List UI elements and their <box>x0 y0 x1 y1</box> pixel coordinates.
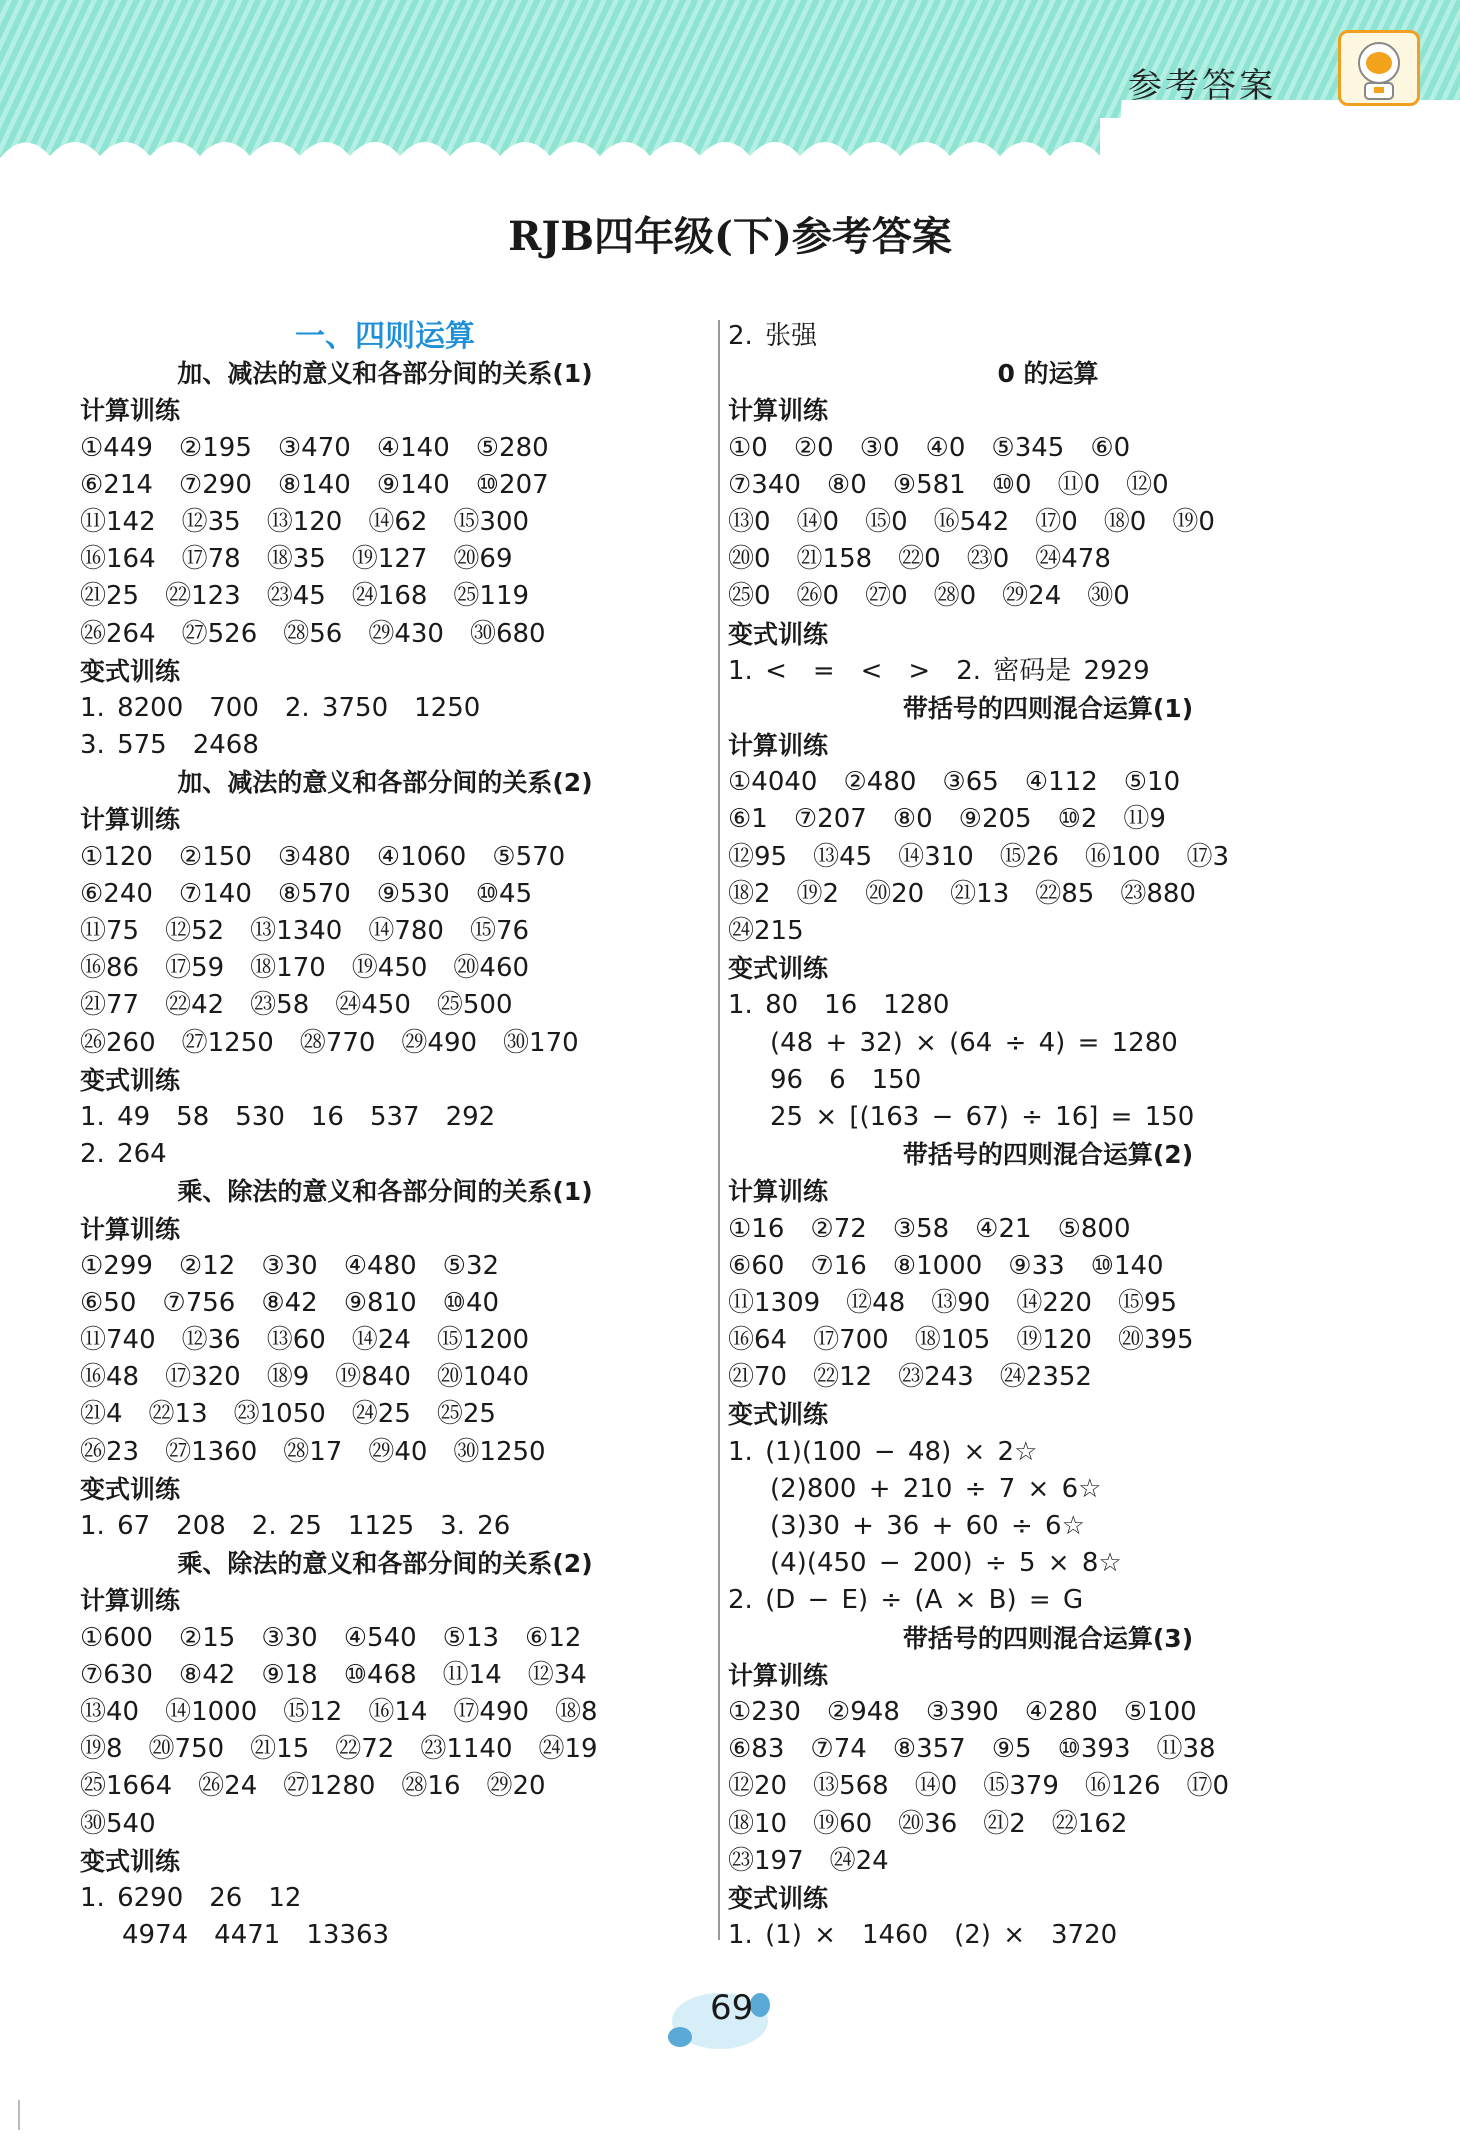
exercise-label: 计算训练 <box>728 1660 829 1690</box>
answer-line: ㉓197 ㉔24 <box>728 1845 889 1876</box>
exercise-label: 计算训练 <box>80 1214 181 1244</box>
header-label-background <box>1118 100 1460 162</box>
answer-line: ⑥214 ⑦290 ⑧140 ⑨140 ⑩207 <box>80 469 549 500</box>
answer-line: ⑥83 ⑦74 ⑧357 ⑨5 ⑩393 ⑪38 <box>728 1734 1216 1765</box>
answer-line: ⑬0 ⑭0 ⑮0 ⑯542 ⑰0 ⑱0 ⑲0 <box>728 506 1215 537</box>
exercise-label: 变式训练 <box>728 954 829 984</box>
answer-line: 2. 264 <box>80 1139 167 1170</box>
answer-line: ⑯164 ⑰78 ⑱35 ⑲127 ⑳69 <box>80 544 513 575</box>
answer-line: ㉖23 ㉗1360 ㉘17 ㉙40 ㉚1250 <box>80 1436 546 1467</box>
answer-line: ⑫20 ⑬568 ⑭0 ⑮379 ⑯126 ⑰0 <box>728 1771 1230 1802</box>
answer-line: ⑱10 ⑲60 ⑳36 ㉑2 ㉒162 <box>728 1808 1128 1839</box>
exercise-label: 变式训练 <box>80 656 181 686</box>
answer-line: 1. 67 208 2. 25 1125 3. 26 <box>80 1511 511 1541</box>
answer-line: ㉚540 <box>80 1808 156 1839</box>
answer-line: ㉖260 ㉗1250 ㉘770 ㉙490 ㉚170 <box>80 1027 579 1058</box>
answer-line: ①16 ②72 ③58 ④21 ⑤800 <box>728 1213 1131 1244</box>
answer-line: (48 + 32) × (64 ÷ 4) = 1280 <box>770 1027 1178 1058</box>
section-heading: 带括号的四则混合运算(2) <box>902 1140 1194 1170</box>
answer-line: ⑥50 ⑦756 ⑧42 ⑨810 ⑩40 <box>80 1287 500 1318</box>
answer-line: ⑬40 ⑭1000 ⑮12 ⑯14 ⑰490 ⑱8 <box>80 1696 598 1727</box>
answer-line: 2. (D − E) ÷ (A × B) = G <box>728 1585 1084 1616</box>
answer-line: 1. (1) × 1460 (2) × 3720 <box>728 1920 1118 1951</box>
exercise-label: 变式训练 <box>80 1846 181 1876</box>
page-title: RJB四年级(下)参考答案 <box>508 213 952 260</box>
answer-line: 4974 4471 13363 <box>122 1920 390 1951</box>
margin-mark <box>18 2100 20 2130</box>
exercise-label: 变式训练 <box>80 1065 181 1095</box>
exercise-label: 计算训练 <box>80 396 181 426</box>
answer-line: ①120 ②150 ③480 ④1060 ⑤570 <box>80 841 566 872</box>
answer-line: (4)(450 − 200) ÷ 5 × 8☆ <box>770 1548 1122 1579</box>
answer-line: ⑪142 ⑫35 ⑬120 ⑭62 ⑮300 <box>80 506 530 537</box>
column-divider <box>718 320 720 1940</box>
chapter-heading: 一、四则运算 <box>295 319 475 354</box>
answer-line: 2. 张强 <box>728 321 818 351</box>
answer-line: 1. < = < > 2. 密码是 2929 <box>728 655 1150 686</box>
answer-line: ⑥60 ⑦16 ⑧1000 ⑨33 ⑩140 <box>728 1250 1164 1281</box>
answer-line: ①449 ②195 ③470 ④140 ⑤280 <box>80 432 549 463</box>
answer-line: ⑲8 ⑳750 ㉑15 ㉒72 ㉓1140 ㉔19 <box>80 1734 598 1765</box>
answer-line: ①230 ②948 ③390 ④280 ⑤100 <box>728 1696 1197 1727</box>
section-heading: 加、减法的意义和各部分间的关系(1) <box>177 359 593 389</box>
exercise-label: 计算训练 <box>728 396 829 426</box>
answer-line: ①299 ②12 ③30 ④480 ⑤32 <box>80 1250 500 1281</box>
answer-line: ㉕0 ㉖0 ㉗0 ㉘0 ㉙24 ㉚0 <box>728 581 1130 612</box>
answer-line: ⑳0 ㉑158 ㉒0 ㉓0 ㉔478 <box>728 544 1111 575</box>
exercise-label: 变式训练 <box>728 1400 829 1430</box>
answer-line: ①4040 ②480 ③65 ④112 ⑤10 <box>728 767 1181 798</box>
answer-line: (3)30 + 36 + 60 ÷ 6☆ <box>770 1511 1085 1541</box>
answer-line: 1. 6290 26 12 <box>80 1882 302 1913</box>
astronaut-icon <box>1338 30 1420 106</box>
page-number: 69 <box>710 1988 754 2028</box>
answer-line: ⑪75 ⑫52 ⑬1340 ⑭780 ⑮76 <box>80 916 530 946</box>
answer-line: ⑥240 ⑦140 ⑧570 ⑨530 ⑩45 <box>80 878 533 909</box>
section-heading: 0 的运算 <box>997 359 1099 389</box>
answer-line: ⑥1 ⑦207 ⑧0 ⑨205 ⑩2 ⑪9 <box>728 804 1166 835</box>
answer-line: ①0 ②0 ③0 ④0 ⑤345 ⑥0 <box>728 432 1131 463</box>
answer-line: ㉑70 ㉒12 ㉓243 ㉔2352 <box>728 1362 1092 1393</box>
exercise-label: 计算训练 <box>80 1586 181 1616</box>
exercise-label: 变式训练 <box>728 1883 829 1913</box>
answer-line: ㉑25 ㉒123 ㉓45 ㉔168 ㉕119 <box>80 581 530 612</box>
answer-line: ⑯86 ⑰59 ⑱170 ⑲450 ⑳460 <box>80 953 530 984</box>
section-heading: 带括号的四则混合运算(1) <box>902 693 1194 723</box>
header-label: 参考答案 <box>1128 66 1276 106</box>
answer-line: ⑦630 ⑧42 ⑨18 ⑩468 ⑪14 ⑫34 <box>80 1659 587 1690</box>
answer-line: ㉖264 ㉗526 ㉘56 ㉙430 ㉚680 <box>80 618 546 649</box>
answer-line: ⑯48 ⑰320 ⑱9 ⑲840 ⑳1040 <box>80 1362 530 1393</box>
section-heading: 乘、除法的意义和各部分间的关系(1) <box>177 1177 593 1207</box>
answer-line: ⑯64 ⑰700 ⑱105 ⑲120 ⑳395 <box>728 1325 1194 1356</box>
right-answer-column <box>728 318 1368 1954</box>
answer-line: (2)800 + 210 ÷ 7 × 6☆ <box>770 1473 1102 1504</box>
answer-line: 1. 49 58 530 16 537 292 <box>80 1101 496 1132</box>
answer-line: 3. 575 2468 <box>80 730 259 761</box>
answer-line: ⑫95 ⑬45 ⑭310 ⑮26 ⑯100 ⑰3 <box>728 841 1230 872</box>
exercise-label: 计算训练 <box>728 1177 829 1207</box>
answer-line: ⑱2 ⑲2 ⑳20 ㉑13 ㉒85 ㉓880 <box>728 878 1196 909</box>
answer-line: ⑪740 ⑫36 ⑬60 ⑭24 ⑮1200 <box>80 1325 530 1356</box>
exercise-label: 变式训练 <box>80 1474 181 1504</box>
exercise-label: 计算训练 <box>728 731 829 761</box>
answer-line: ①600 ②15 ③30 ④540 ⑤13 ⑥12 <box>80 1622 582 1653</box>
left-answer-column <box>80 318 690 1954</box>
answer-line: 1. (1)(100 − 48) × 2☆ <box>728 1436 1038 1467</box>
section-heading: 带括号的四则混合运算(3) <box>902 1623 1194 1653</box>
answer-line: 25 × [(163 − 67) ÷ 16] = 150 <box>770 1101 1195 1132</box>
answer-line: ㉔215 <box>728 916 804 946</box>
exercise-label: 计算训练 <box>80 805 181 835</box>
exercise-label: 变式训练 <box>728 619 829 649</box>
section-heading: 加、减法的意义和各部分间的关系(2) <box>177 768 593 798</box>
answer-line: 1. 8200 700 2. 3750 1250 <box>80 692 481 723</box>
answer-line: ㉑4 ㉒13 ㉓1050 ㉔25 ㉕25 <box>80 1399 496 1430</box>
answer-line: ⑦340 ⑧0 ⑨581 ⑩0 ⑪0 ⑫0 <box>728 469 1169 500</box>
answer-line: ⑪1309 ⑫48 ⑬90 ⑭220 ⑮95 <box>728 1287 1178 1318</box>
section-heading: 乘、除法的意义和各部分间的关系(2) <box>177 1549 593 1579</box>
answer-line: ㉕1664 ㉖24 ㉗1280 ㉘16 ㉙20 <box>80 1771 546 1802</box>
answer-line: 96 6 150 <box>770 1064 922 1095</box>
answer-line: ㉑77 ㉒42 ㉓58 ㉔450 ㉕500 <box>80 990 513 1021</box>
answer-line: 1. 80 16 1280 <box>728 990 950 1021</box>
